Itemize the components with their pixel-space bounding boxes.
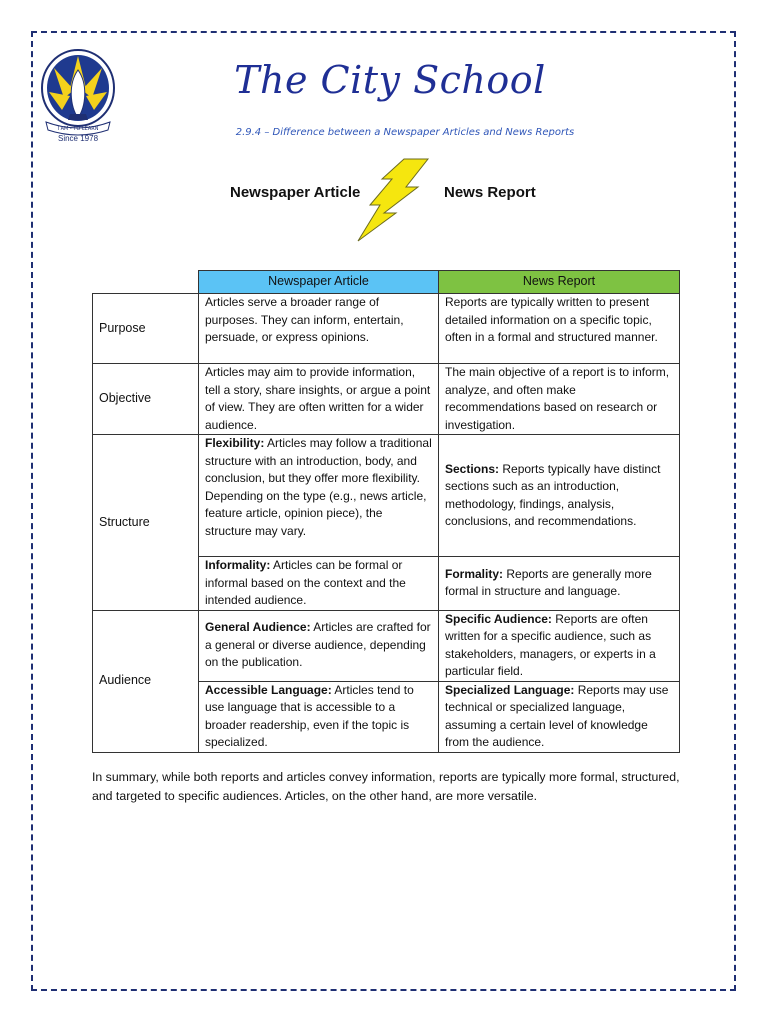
row-label-audience: Audience <box>93 610 199 752</box>
term-accessible-language: Accessible Language: <box>205 682 332 697</box>
table-corner <box>93 271 199 294</box>
table-row-objective <box>93 364 680 435</box>
term-flexibility: Flexibility: <box>205 436 265 450</box>
general-audience-text: Articles are crafted for a general or diverse audience, depending on the publication. <box>205 620 431 670</box>
heading-newspaper-article: Newspaper Article <box>230 184 361 201</box>
row-label-objective: Objective <box>93 364 199 435</box>
specialized-language-text: Reports may use technical or specialized language, assuming a certain level of knowledge from the audience. <box>445 682 669 749</box>
term-formality: Formality: <box>445 566 504 581</box>
table-row-audience <box>93 610 680 681</box>
column-header-article: Newspaper Article <box>199 271 439 294</box>
term-general-audience: General Audience: <box>205 620 311 635</box>
column-header-report: News Report <box>439 271 680 294</box>
audience-report-cell-1 <box>439 610 680 681</box>
term-specific-audience: Specific Audience: <box>445 611 552 626</box>
audience-article-cell-2 <box>199 681 439 752</box>
table-header-row <box>93 271 680 294</box>
row-label-purpose: Purpose <box>93 294 199 364</box>
formality-text: Reports are generally more formal in structure and language. <box>445 566 652 599</box>
school-title: The City School <box>234 58 546 102</box>
school-logo <box>40 48 116 144</box>
audience-report-cell-2 <box>439 681 680 752</box>
sections-text: Reports typically have distinct sections such as an introduction, methodology, findings, analysis, conclusions, and recommendations. <box>445 461 661 528</box>
comparison-table <box>92 270 680 753</box>
objective-report-cell: The main objective of a report is to inform, analyze, and often make recommendations based on research or investigation. <box>439 364 680 435</box>
heading-news-report: News Report <box>444 184 536 201</box>
objective-article-cell: Articles may aim to provide information, tell a story, share insights, or argue a point of view. They are often written for a wider audience. <box>199 364 439 435</box>
structure-report-cell-1 <box>439 435 680 557</box>
row-label-structure: Structure <box>93 435 199 611</box>
purpose-article-cell: Articles serve a broader range of purposes. They can inform, entertain, persuade, or express opinions. <box>199 294 439 364</box>
term-specialized-language: Specialized Language: <box>445 682 575 697</box>
audience-article-cell-1 <box>199 610 439 681</box>
structure-report-cell-2 <box>439 557 680 611</box>
informality-text: Articles can be formal or informal based on the context and the intended audience. <box>205 558 406 607</box>
table-row-purpose <box>93 294 680 364</box>
purpose-report-cell: Reports are typically written to present detailed information on a specific topic, often in a formal and structured manner. <box>439 294 680 364</box>
term-informality: Informality: <box>205 558 271 572</box>
structure-article-cell-1 <box>199 435 439 557</box>
flexibility-text: Articles may follow a traditional structure with an introduction, body, and conclusion, but they offer more flexibility. Depending on the type (e.g., news article, feature article, opinion piece), the structure may vary. <box>205 436 432 538</box>
term-sections: Sections: <box>445 461 500 476</box>
document-subtitle: 2.9.4 – Difference between a Newspaper Articles and News Reports <box>235 127 575 138</box>
logo-banner-text: I AM - TO LEARN <box>57 126 99 132</box>
structure-article-cell-2 <box>199 557 439 611</box>
lightning-bolt-icon <box>356 157 432 243</box>
summary-paragraph: In summary, while both reports and articles convey information, reports are typically more formal, structured, and targeted to specific audiences. Articles, on the other hand, are more versatile. <box>92 770 680 803</box>
specific-audience-text: Reports are often written for a specific audience, such as stakeholders, managers, or experts in a particular field. <box>445 611 656 678</box>
logo-since-text: Since 1978 <box>57 134 99 143</box>
table-row-structure <box>93 435 680 557</box>
accessible-language-text: Articles tend to use language that is accessible to a broader readership, even if the topic is specialized. <box>205 682 414 749</box>
